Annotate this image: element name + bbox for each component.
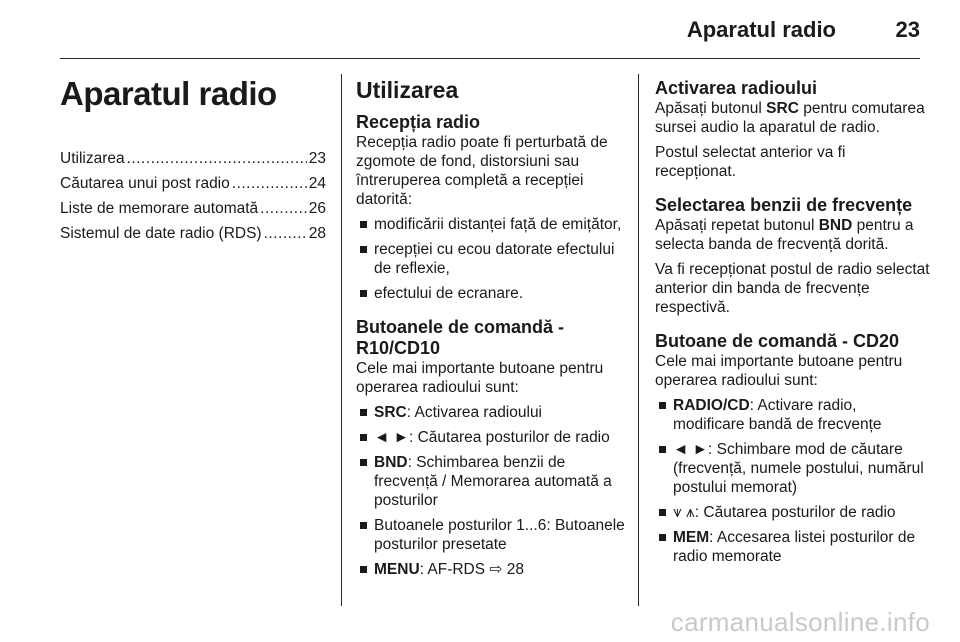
reception-list: [356, 215, 628, 303]
toc-entry[interactable]: [60, 171, 326, 196]
item-text: : Accesarea listei posturilor de radio memorate: [673, 529, 916, 565]
page-reference-icon: ⇨: [489, 561, 503, 578]
text-span: Apăsați butonul: [655, 100, 767, 117]
subheading-controls-cd20: Butoane de comandă - CD20: [655, 331, 900, 351]
column-divider-2: [638, 74, 639, 606]
toc-entry-page: 26: [308, 200, 326, 217]
subheading-reception: Recepția radio: [356, 112, 481, 132]
text-span: Apăsați repetat butonul: [655, 217, 819, 234]
column-divider-1: [341, 74, 342, 606]
toc-column: [60, 74, 326, 246]
toc-leader: [264, 221, 307, 246]
toc-leader: [127, 146, 307, 171]
toc-leader: [260, 196, 307, 221]
list-item: [356, 560, 628, 579]
subheading-activate: Activarea radioului: [655, 78, 818, 98]
band-paragraph-2: Va fi recepționat postul de radio selectat anterior din banda de frecvențe respectivă.: [655, 261, 930, 316]
subheading-line: Butoanele de comandă -: [356, 317, 565, 337]
list-item: [655, 396, 930, 434]
button-key-src: SRC: [766, 100, 799, 117]
list-item: [356, 428, 628, 447]
list-item: modificării distanței față de emițător,: [356, 215, 628, 234]
toc-entry[interactable]: [60, 196, 326, 221]
section-heading-usage: Utilizarea: [356, 77, 459, 103]
toc-entry-label: Sistemul de date radio (RDS): [60, 225, 262, 242]
button-key-src: SRC: [374, 404, 407, 421]
button-key-radio-cd: RADIO/CD: [673, 397, 750, 414]
controls-intro: Cele mai importante butoane pentru operarea radioului sunt:: [356, 360, 604, 396]
toc-entry[interactable]: [60, 221, 326, 246]
page-number: 23: [895, 17, 920, 42]
page-reference[interactable]: 28: [506, 561, 524, 578]
controls-cd20-list: [655, 396, 930, 566]
list-item: [356, 516, 628, 554]
list-item: [356, 453, 628, 510]
item-text: Butoanele posturilor 1...6: Butoanele posturilor presetate: [374, 517, 625, 553]
list-item: [356, 403, 628, 422]
toc-entry[interactable]: [60, 146, 326, 171]
activate-paragraph: [655, 99, 930, 137]
controls-cd20-intro: Cele mai importante butoane pentru operarea radioului sunt:: [655, 353, 903, 389]
toc-entry-label: Liste de memorare automată: [60, 200, 259, 217]
radio-ops-column: [655, 74, 930, 572]
subheading-controls-r10: [356, 317, 628, 359]
button-key-menu: MENU: [374, 561, 420, 578]
text-span: pentru comutarea sursei audio la aparatul de radio.: [655, 100, 925, 136]
toc-leader: [232, 171, 307, 196]
chapter-title: Aparatul radio: [60, 75, 277, 112]
reception-intro: Recepția radio poate fi perturbată de zgomote de fond, distorsiuni sau întreruperea completă a recepției datorită:: [356, 134, 608, 208]
toc-entry-page: 28: [308, 225, 326, 242]
subheading-band: Selectarea benzii de frecvențe: [655, 195, 913, 215]
button-key-bnd: BND: [818, 217, 853, 234]
seek-arrows-icon: ◄ ►: [374, 429, 409, 446]
button-key-mem: MEM: [673, 529, 710, 546]
text-span: pentru a selecta banda de frecvență dorită.: [655, 217, 914, 253]
item-text: : Căutarea posturilor de radio: [409, 429, 610, 446]
button-key-bnd: BND: [374, 454, 408, 471]
item-text: : AF-RDS: [419, 561, 490, 578]
activate-paragraph-2: Postul selectat anterior va fi recepționat.: [655, 144, 846, 180]
list-item: [655, 528, 930, 566]
subheading-line: R10/CD10: [356, 338, 441, 358]
toc-entry-label: Utilizarea: [60, 150, 125, 167]
list-item: recepției cu ecou datorate efectului de reflexie,: [356, 240, 628, 278]
item-text: : Schimbare mod de căutare (frecvență, numele postului, numărul postului memorat): [673, 441, 924, 496]
list-item: efectului de ecranare.: [356, 284, 628, 303]
list-item: [655, 440, 930, 497]
toc-entry-page: 23: [308, 150, 326, 167]
watermark: carmanualsonline.info: [670, 607, 930, 637]
item-text: : Schimbarea benzii de frecvență / Memorarea automată a posturilor: [374, 454, 612, 509]
header-rule: [60, 58, 920, 59]
band-paragraph: [655, 216, 930, 254]
toc-entry-page: 24: [308, 175, 326, 192]
toc-list: [60, 146, 326, 246]
tune-buttons-icon: ⩛ ⩚: [673, 504, 695, 521]
item-text: : Activarea radioului: [406, 404, 543, 421]
toc-entry-label: Căutarea unui post radio: [60, 175, 230, 192]
item-text: : Activare radio, modificare bandă de frecvențe: [673, 397, 882, 433]
item-text: : Căutarea posturilor de radio: [694, 504, 896, 521]
controls-list: [356, 403, 628, 579]
seek-arrows-icon: ◄ ►: [673, 441, 708, 458]
running-header-title: Aparatul radio: [686, 17, 836, 42]
list-item: [655, 503, 930, 522]
usage-column: [356, 74, 628, 585]
